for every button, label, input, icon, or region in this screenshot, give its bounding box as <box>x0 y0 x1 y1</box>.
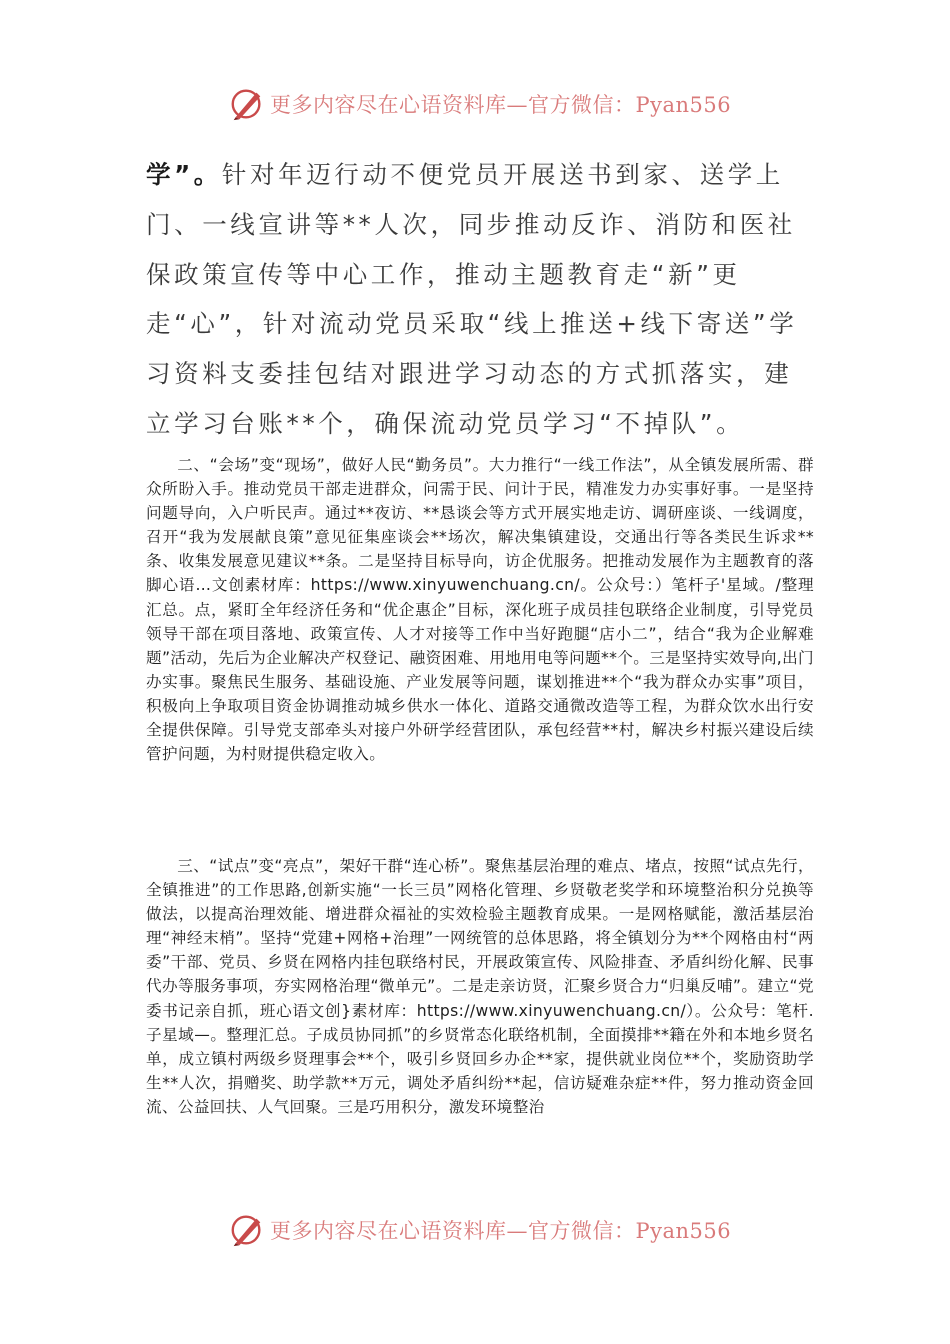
section-two-paragraph: 二、“会场”变“现场”，做好人民“勤务员”。大力推行“一线工作法”，从全镇发展所需、群众所盼入手。推动党员干部走进群众，问需于民、问计于民，精准发力办实事好事。一是坚持问题导向，入户听民声。通过**夜访、**恳谈会等方式开展实地走访、调研座谈、一线调度，召开“我为发展献良策”意见征集座谈会**场次，解决集镇建设，交通出行等各类民生诉求**条、收集发展意见建议**条。二是坚持目标导向，访企优服务。把推动发展作为主题教育的落脚心语…文创素材库：https://www.xinyuwenchuang.cn/。公众号：）笔杆子'星域。/整理汇总。点，紧盯全年经济任务和“优企惠企”目标，深化班子成员挂包联络企业制度，引导党员领导干部在项目落地、政策宣传、人才对接等工作中当好跑腿“店小二”，结合“我为企业解难题”活动，先后为企业解决产权登记、融资困难、用地用电等问题**个。三是坚持实效导向,出门办实事。聚焦民生服务、基础设施、产业发展等问题，谋划推进**个“我为群众办实事”项目，积极向上争取项目资金协调推动城乡供水一体化、道路交通微改造等工程，为群众饮水出行安全提供保障。引导党支部牵头对接户外研学经营团队，承包经营**村，解决乡村振兴建设后续管护问题，为村财提供稳定收入。 <box>146 456 814 764</box>
pen-logo-icon <box>228 1211 266 1249</box>
section-three-paragraph: 三、“试点”变“亮点”，架好干群“连心桥”。聚焦基层治理的难点、堵点，按照“试点先行，全镇推进”的工作思路,创新实施“一长三员”网格化管理、乡贤敬老奖学和环境整治积分兑换等做法，以提高治理效能、增进群众福祉的实效检验主题教育成果。一是网格赋能，激活基层治理“神经末梢”。坚持“党建+网格+治理”一网统管的总体思路，将全镇划分为**个网格由村“两委”干部、党员、乡贤在网格内挂包联络村民，开展政策宣传、风险排查、矛盾纠纷化解、民事代办等服务事项，夯实网格治理“微单元”。二是走亲访贤，汇聚乡贤合力“归巢反哺”。建立“党委书记亲自抓，班心语文创}素材库：https://www.xinyuwenchuang.cn/）。公众号：笔杆.子星域—。整理汇总。子成员协同抓”的乡贤常态化联络机制，全面摸排**籍在外和本地乡贤名单，成立镇村两级乡贤理事会**个，吸引乡贤回乡办企**家，提供就业岗位**个，奖励资助学生**人次，捐赠奖、助学款**万元，调处矛盾纠纷**起，信访疑难杂症**件，努力推动资金回流、公益回扶、人气回聚。三是巧用积分，激发环境整治 <box>146 857 814 1116</box>
pen-logo-icon <box>228 85 266 123</box>
intro-bold-lead: 学”。 <box>146 160 222 189</box>
intro-paragraph <box>146 150 816 449</box>
header-watermark-banner <box>228 84 731 124</box>
footer-watermark-text: 更多内容尽在心语资料库—官方微信：Pyan556 <box>270 1219 732 1243</box>
header-watermark-text: 更多内容尽在心语资料库—官方微信：Pyan556 <box>270 93 732 117</box>
footer-watermark-banner <box>228 1210 731 1250</box>
intro-text: 针对年迈行动不便党员开展送书到家、送学上门、一线宣讲等**人次，同步推动反诈、消防和医社保政策宣传等中心工作，推动主题教育走“新”更走“心”，针对流动党员采取“线上推送+线下寄送”学习资料支委挂包结对跟进学习动态的方式抓落实，建立学习台账**个，确保流动党员学习“不掉队”。 <box>146 160 798 438</box>
